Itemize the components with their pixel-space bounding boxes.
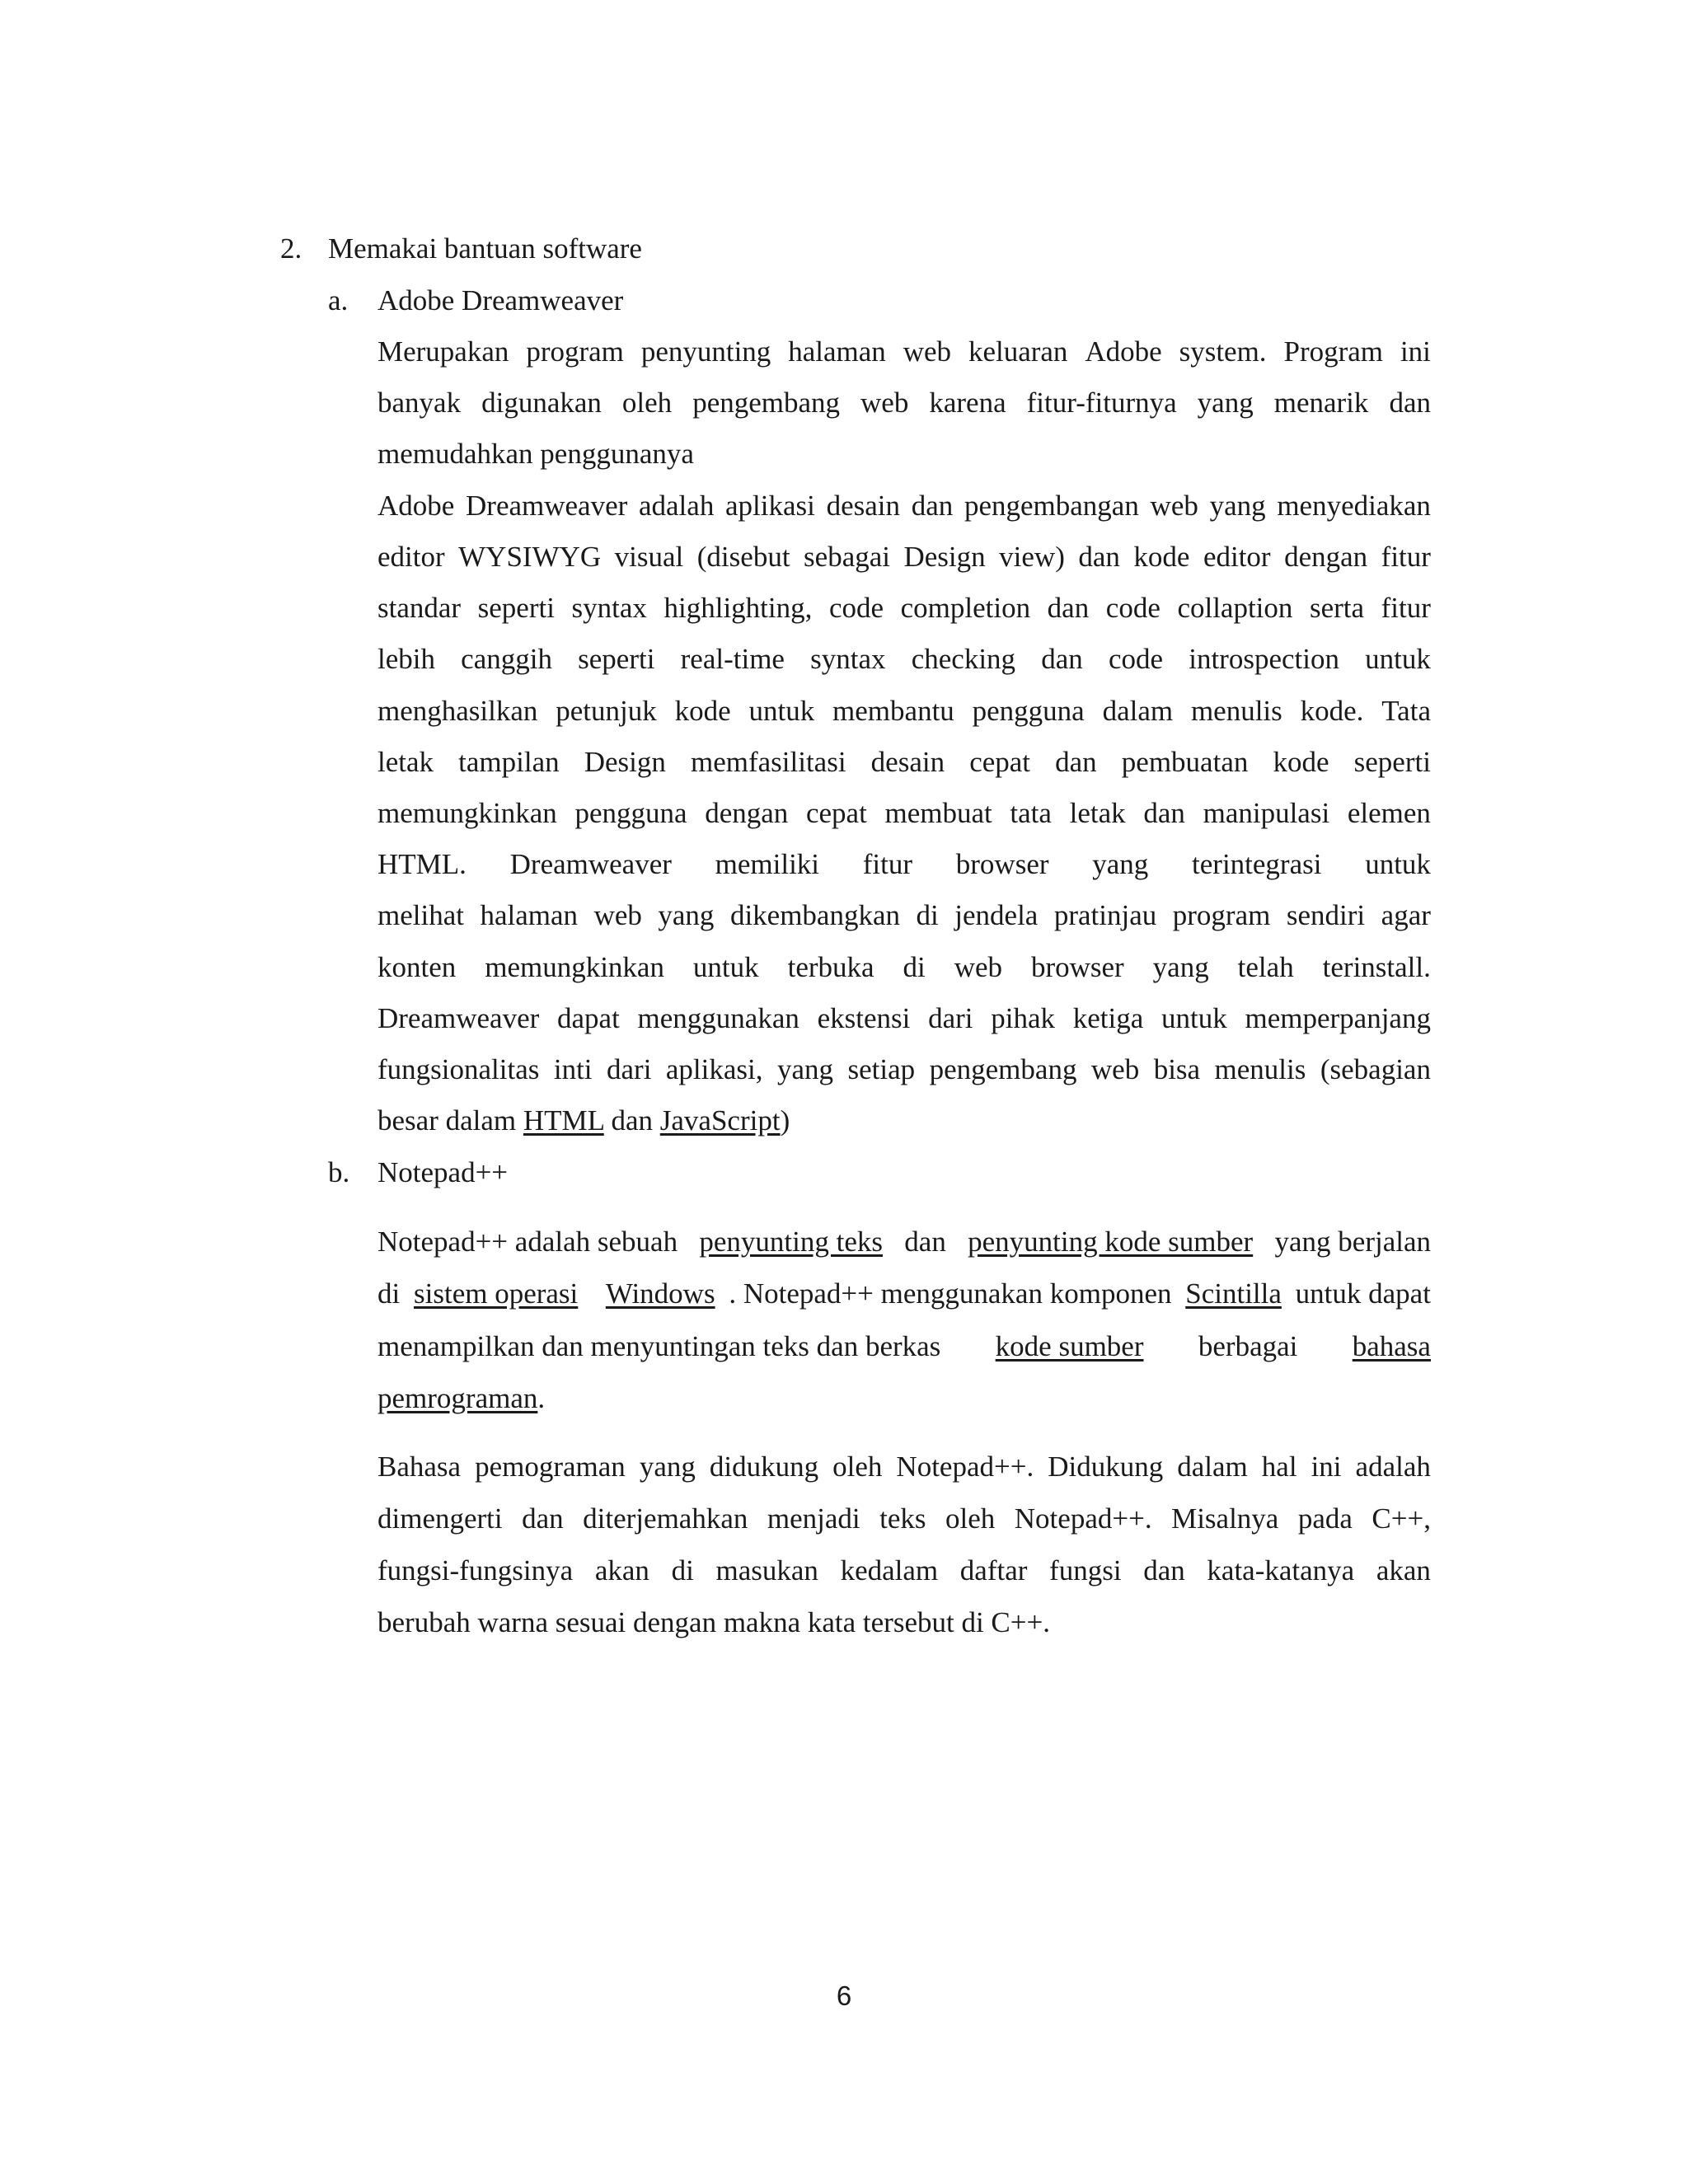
word: fungsi: [1049, 1554, 1122, 1586]
word: Notepad++.: [896, 1451, 1034, 1483]
paragraph-line: menampilkan dan menyuntingan teks dan berkas kode sumber berbagai bahasa: [377, 1330, 1431, 1362]
item-a-title: Adobe Dreamweaver: [377, 284, 624, 316]
paragraph-line: besar dalam HTML dan JavaScript): [377, 1104, 790, 1137]
word: Merupakan: [377, 335, 509, 368]
word: collaption: [1177, 592, 1293, 624]
word: aplikasi,: [665, 1053, 763, 1085]
word: web: [1150, 490, 1198, 522]
word: di: [916, 899, 939, 931]
word: pengembangan: [964, 490, 1139, 522]
word: untuk: [1365, 643, 1431, 675]
word: menjadi: [767, 1502, 860, 1535]
word: dari: [928, 1002, 973, 1034]
word: untuk: [1365, 848, 1431, 880]
word: karena: [929, 387, 1006, 419]
word: telah: [1237, 951, 1294, 983]
word: yang: [1197, 387, 1254, 419]
word: menarik: [1273, 387, 1369, 419]
word: untuk: [1161, 1002, 1227, 1034]
sistem-operasi-link[interactable]: sistem operasi: [414, 1277, 579, 1310]
word: Dreamweaver: [466, 490, 628, 522]
word: program: [526, 335, 624, 368]
word: kode: [1273, 746, 1329, 778]
word: browser: [955, 848, 1049, 880]
word: Program: [1283, 335, 1384, 368]
word: desain: [870, 746, 945, 778]
word: Misalnya: [1171, 1502, 1279, 1535]
word: dari: [607, 1053, 652, 1085]
word: teks: [879, 1502, 926, 1535]
word: letak: [1069, 797, 1126, 829]
word: ini: [1311, 1451, 1342, 1483]
word: dan: [1143, 1554, 1185, 1586]
word: Tata: [1381, 695, 1431, 727]
word: pembuatan: [1121, 746, 1249, 778]
word: inti: [553, 1053, 593, 1085]
word: yang: [639, 1451, 696, 1483]
word: banyak: [377, 387, 462, 419]
word: adalah: [638, 490, 715, 522]
word: aplikasi: [725, 490, 815, 522]
word: web: [1090, 1053, 1140, 1085]
word: tata: [1010, 797, 1052, 829]
word: Notepad++.: [1014, 1502, 1152, 1535]
word: halaman: [788, 335, 886, 368]
word: dan: [911, 490, 954, 522]
word: (disebut: [696, 541, 790, 573]
word: dan: [1078, 541, 1120, 573]
word: web: [954, 951, 1003, 983]
word: manipulasi: [1203, 797, 1330, 829]
page-number: 6: [836, 1980, 852, 2011]
word: membuat: [884, 797, 992, 829]
word: pengembang: [692, 387, 841, 419]
word: browser: [1030, 951, 1124, 983]
word: untuk: [692, 951, 759, 983]
pemrograman-link[interactable]: pemrograman: [377, 1382, 538, 1414]
section-number: 2.: [280, 232, 302, 265]
penyunting-teks-link[interactable]: penyunting teks: [699, 1226, 883, 1258]
section-title: Memakai bantuan software: [328, 232, 642, 265]
word: pengguna: [972, 695, 1085, 727]
word: dimengerti: [377, 1502, 503, 1535]
word: highlighting,: [663, 592, 813, 624]
word: menulis: [1190, 695, 1282, 727]
word: terbuka: [787, 951, 874, 983]
word: dalam: [1177, 1451, 1248, 1483]
word: seperti: [1353, 746, 1431, 778]
word: syntax: [571, 592, 647, 624]
word: pengembang: [929, 1053, 1077, 1085]
word: bisa: [1153, 1053, 1201, 1085]
bahasa-link[interactable]: bahasa: [1352, 1330, 1431, 1362]
word: Didukung: [1048, 1451, 1164, 1483]
kode-sumber-link[interactable]: kode sumber: [995, 1330, 1144, 1362]
word: menyediakan: [1277, 490, 1431, 522]
word: di: [903, 951, 926, 983]
word: pemograman: [475, 1451, 626, 1483]
word: memperpanjang: [1245, 1002, 1431, 1034]
paragraph-line: memudahkan penggunanya: [377, 438, 694, 470]
word: menggunakan: [637, 1002, 799, 1034]
word: agar: [1381, 899, 1431, 931]
paragraph-line: [377, 1004, 1431, 1033]
word: serta: [1309, 592, 1365, 624]
word: WYSIWYG: [458, 541, 602, 573]
word: yang: [1209, 490, 1266, 522]
word: hal: [1261, 1451, 1297, 1483]
word: halaman: [480, 899, 579, 931]
paragraph-line: [377, 542, 1431, 571]
word: program: [1172, 899, 1271, 931]
word: masukan: [715, 1554, 818, 1586]
word: dan: [1047, 592, 1090, 624]
word: web: [903, 335, 952, 368]
word: Adobe: [377, 490, 455, 522]
word: yang: [658, 899, 715, 931]
paragraph-line: [377, 491, 1431, 520]
paragraph-line: pemrograman.: [377, 1382, 546, 1414]
word: ekstensi: [817, 1002, 911, 1034]
word: view): [999, 541, 1065, 573]
word: kedalam: [840, 1554, 939, 1586]
word: fungsi-fungsinya: [377, 1554, 574, 1586]
word: checking: [911, 643, 1016, 675]
word: digunakan: [481, 387, 602, 419]
word: di: [671, 1554, 694, 1586]
word: kata-katanya: [1207, 1554, 1355, 1586]
word: didukung: [709, 1451, 819, 1483]
word: system.: [1179, 335, 1267, 368]
item-a-letter: a.: [328, 284, 349, 316]
word: dan: [1041, 643, 1083, 675]
word: cepat: [969, 746, 1031, 778]
word: oleh: [832, 1451, 883, 1483]
word: membantu: [832, 695, 954, 727]
word: menulis: [1214, 1053, 1306, 1085]
word: editor: [1203, 541, 1271, 573]
word: keluaran: [968, 335, 1068, 368]
word: menghasilkan: [377, 695, 538, 727]
word: real-time: [680, 643, 785, 675]
word: Dreamweaver: [509, 848, 672, 880]
paragraph-line: [377, 901, 1431, 930]
paragraph-line: [377, 1556, 1431, 1585]
paragraph-line: [377, 696, 1431, 725]
word: dengan: [1284, 541, 1368, 573]
word: petunjuk: [556, 695, 657, 727]
windows-link[interactable]: Windows: [605, 1277, 715, 1310]
penyunting-kode-sumber-link[interactable]: penyunting kode sumber: [968, 1226, 1254, 1258]
word: sendiri: [1286, 899, 1366, 931]
word: web: [593, 899, 642, 931]
word: untuk: [748, 695, 815, 727]
paragraph-line: [377, 644, 1431, 673]
paragraph-line: di sistem operasi Windows . Notepad++ menggunakan komponen Scintilla untuk dapat: [377, 1277, 1431, 1310]
item-b-letter: b.: [328, 1156, 350, 1188]
word: C++,: [1372, 1502, 1431, 1535]
word: akan: [1376, 1554, 1431, 1586]
word: fungsionalitas: [377, 1053, 540, 1085]
word: dapat: [557, 1002, 620, 1034]
word: desain: [826, 490, 901, 522]
paragraph-line: [377, 850, 1431, 879]
paragraph-line: [377, 1504, 1431, 1533]
word: fitur: [1381, 592, 1431, 624]
word: yang: [1092, 848, 1149, 880]
word: fitur: [1381, 541, 1431, 573]
word: memungkinkan: [377, 797, 557, 829]
word: akan: [594, 1554, 649, 1586]
word: dan: [1143, 797, 1185, 829]
word: (sebagian: [1320, 1053, 1431, 1085]
word: fitur-fiturnya: [1026, 387, 1177, 419]
javascript-link[interactable]: JavaScript: [659, 1104, 781, 1137]
word: editor: [377, 541, 445, 573]
word: terinstall.: [1322, 951, 1431, 983]
word: fitur: [862, 848, 913, 880]
word: code: [1105, 592, 1160, 624]
word: pratinjau: [1053, 899, 1157, 931]
word: kode.: [1300, 695, 1364, 727]
word: dikembangkan: [729, 899, 901, 931]
paragraph-line: [377, 1055, 1431, 1084]
word: syntax: [810, 643, 886, 675]
word: yang: [776, 1053, 834, 1085]
word: standar: [377, 592, 462, 624]
word: tampilan: [458, 746, 560, 778]
word: kode: [1133, 541, 1190, 573]
word: Design: [903, 541, 986, 573]
word: Adobe: [1085, 335, 1162, 368]
paragraph-line: [377, 953, 1431, 982]
paragraph-line: [377, 337, 1431, 366]
word: penyunting: [640, 335, 771, 368]
word: melihat: [377, 899, 464, 931]
word: setiap: [847, 1053, 916, 1085]
word: Design: [584, 746, 666, 778]
word: elemen: [1347, 797, 1431, 829]
word: lebih: [377, 643, 435, 675]
paragraph-line: berubah warna sesuai dengan makna kata tersebut di C++.: [377, 1606, 1051, 1638]
word: oleh: [945, 1502, 996, 1535]
paragraph-line: [377, 1452, 1431, 1481]
word: kode: [674, 695, 731, 727]
word: pada: [1297, 1502, 1353, 1535]
word: adalah: [1355, 1451, 1431, 1483]
word: konten: [377, 951, 457, 983]
item-b-title: Notepad++: [377, 1156, 509, 1188]
word: memiliki: [715, 848, 820, 880]
word: Dreamweaver: [377, 1002, 540, 1034]
paragraph-line: [377, 593, 1431, 622]
scintilla-link[interactable]: Scintilla: [1185, 1277, 1282, 1310]
word: introspection: [1189, 643, 1339, 675]
word: dalam: [1102, 695, 1174, 727]
word: diterjemahkan: [583, 1502, 748, 1535]
word: sebagai: [804, 541, 890, 573]
word: code: [1108, 643, 1164, 675]
word: dan: [1055, 746, 1097, 778]
word: seperti: [477, 592, 555, 624]
word: code: [828, 592, 884, 624]
word: memfasilitasi: [690, 746, 846, 778]
word: dengan: [705, 797, 789, 829]
word: HTML.: [377, 848, 467, 880]
word: Bahasa: [377, 1451, 462, 1483]
word: visual: [614, 541, 684, 573]
html-link[interactable]: HTML: [523, 1104, 604, 1137]
paragraph-line: Notepad++ adalah sebuah penyunting teks dan penyunting kode sumber yang berjalan: [377, 1226, 1431, 1258]
paragraph-line: [377, 388, 1431, 417]
word: pengguna: [574, 797, 687, 829]
word: yang: [1152, 951, 1209, 983]
word: ini: [1400, 335, 1431, 368]
paragraph-line: [377, 748, 1431, 776]
word: dan: [1389, 387, 1431, 419]
word: terintegrasi: [1192, 848, 1322, 880]
paragraph-line: [377, 799, 1431, 827]
word: daftar: [959, 1554, 1028, 1586]
word: seperti: [578, 643, 655, 675]
word: jendela: [954, 899, 1039, 931]
word: memungkinkan: [485, 951, 664, 983]
word: pihak: [991, 1002, 1056, 1034]
word: dan: [522, 1502, 564, 1535]
word: oleh: [621, 387, 673, 419]
word: letak: [377, 746, 434, 778]
word: ketiga: [1072, 1002, 1144, 1034]
word: completion: [900, 592, 1031, 624]
word: canggih: [461, 643, 552, 675]
word: web: [860, 387, 909, 419]
word: cepat: [805, 797, 867, 829]
